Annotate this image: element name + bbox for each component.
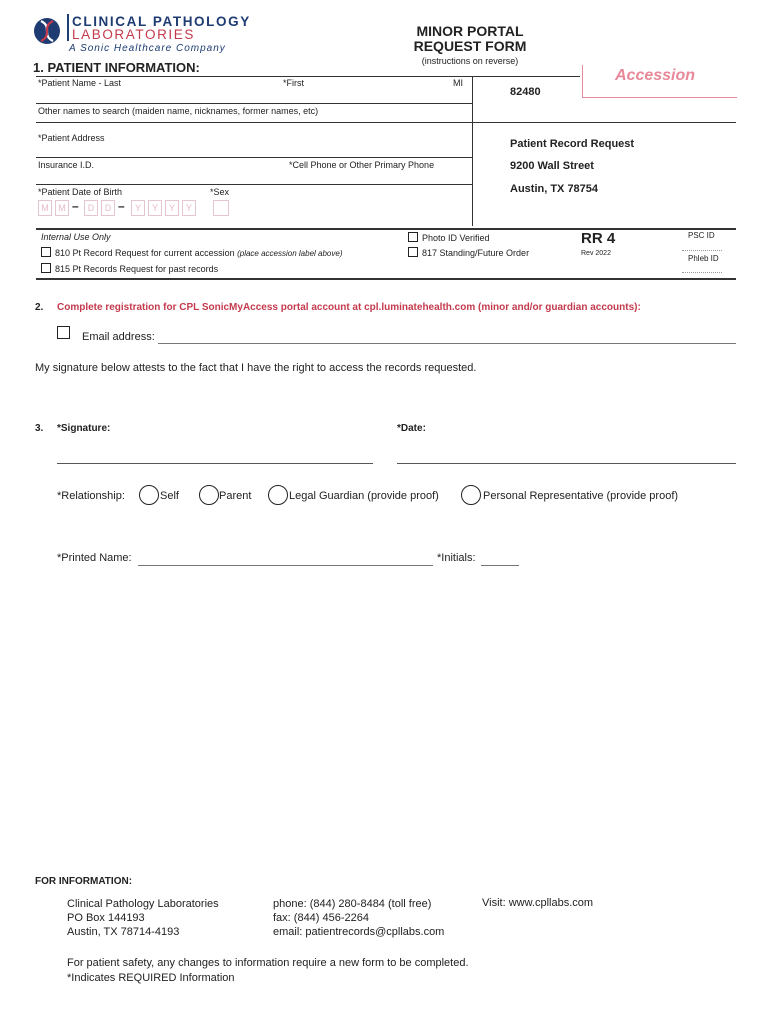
label-insurance-id: Insurance I.D. <box>38 160 95 170</box>
footer-website[interactable]: Visit: www.cpllabs.com <box>482 897 594 909</box>
label-printed-name: *Printed Name: <box>57 552 132 564</box>
phleb-id-field[interactable] <box>682 272 722 273</box>
initials-field[interactable] <box>481 565 519 566</box>
label-relationship: *Relationship: <box>57 490 125 502</box>
footer-fax: fax: (844) 456-2264 <box>273 912 370 924</box>
other-names-field[interactable] <box>36 122 736 123</box>
accession-box-left <box>582 65 583 97</box>
radio-personal-representative[interactable] <box>461 485 481 505</box>
label-photo-id: Photo ID Verified <box>422 233 490 243</box>
logo-tagline: A Sonic Healthcare Company <box>69 43 226 54</box>
right-panel-line2: 9200 Wall Street <box>510 160 594 172</box>
footer-note-safety: For patient safety, any changes to information require a new form to be completed. <box>67 957 469 969</box>
section3-number: 3. <box>35 423 44 434</box>
form-title-line2: REQUEST FORM <box>413 38 527 54</box>
accession-box-bottom <box>582 97 737 98</box>
rr-code: RR 4 <box>581 230 616 247</box>
dob-year-2[interactable]: Y <box>148 200 162 216</box>
internal-use-title: Internal Use Only <box>41 232 111 242</box>
option-personal-representative: Personal Representative (provide proof) <box>483 490 679 502</box>
dob-separator-1: – <box>72 199 79 213</box>
label-email-address: Email address: <box>82 331 155 343</box>
label-patient-first-name: *First <box>283 78 304 88</box>
dna-helix-icon <box>32 16 62 46</box>
option-parent: Parent <box>219 490 252 502</box>
footer-address <box>67 897 219 939</box>
label-date: *Date: <box>397 423 426 434</box>
dob-day-1[interactable]: D <box>84 200 98 216</box>
printed-name-field[interactable] <box>138 565 433 566</box>
section1-heading: 1. PATIENT INFORMATION: <box>33 60 200 75</box>
right-panel-divider <box>472 76 473 226</box>
dob-month-1[interactable]: M <box>38 200 52 216</box>
label-patient-last-name: *Patient Name - Last <box>38 78 122 88</box>
patient-name-field[interactable] <box>36 76 580 77</box>
checkbox-photo-id[interactable] <box>408 232 418 242</box>
date-field[interactable] <box>397 463 736 464</box>
form-title <box>380 24 560 54</box>
section2-heading: Complete registration for CPL SonicMyAccess portal account at cpl.luminatehealth.com (minor and/or guardian accounts): <box>57 302 641 313</box>
form-subtitle: (instructions on reverse) <box>421 56 519 66</box>
internal-item-817[interactable] <box>408 247 529 258</box>
label-patient-address: *Patient Address <box>38 133 105 143</box>
footer-phone: phone: (844) 280-8484 (toll free) <box>273 898 432 910</box>
right-panel-line1: Patient Record Request <box>510 138 635 150</box>
radio-self[interactable] <box>139 485 159 505</box>
footer-email[interactable]: email: patientrecords@cpllabs.com <box>273 926 445 938</box>
footer-address-line3: Austin, TX 78714-4193 <box>67 926 180 938</box>
label-cell-phone: *Cell Phone or Other Primary Phone <box>289 160 435 170</box>
right-panel-line3: Austin, TX 78754 <box>510 183 599 195</box>
dob-year-3[interactable]: Y <box>165 200 179 216</box>
footer-address-line2: PO Box 144193 <box>67 912 145 924</box>
dob-day-2[interactable]: D <box>101 200 115 216</box>
label-817: 817 Standing/Future Order <box>422 248 530 258</box>
internal-item-photo-id[interactable] <box>408 232 490 243</box>
option-legal-guardian: Legal Guardian (provide proof) <box>289 490 439 502</box>
internal-item-810[interactable] <box>41 247 343 258</box>
dob-year-1[interactable]: Y <box>131 200 145 216</box>
section2-number: 2. <box>35 302 44 313</box>
internal-item-815[interactable] <box>41 263 218 274</box>
form-title-line1: MINOR PORTAL <box>416 23 524 39</box>
radio-parent[interactable] <box>199 485 219 505</box>
dob-year-4[interactable]: Y <box>182 200 196 216</box>
checkbox-817[interactable] <box>408 247 418 257</box>
email-address-field[interactable] <box>158 343 736 344</box>
email-checkbox[interactable] <box>57 326 70 339</box>
insurance-phone-field[interactable] <box>36 184 472 185</box>
footer-address-line1: Clinical Pathology Laboratories <box>67 898 219 910</box>
label-810: 810 Pt Record Request for current accession <box>55 248 238 258</box>
logo-line1: CLINICAL PATHOLOGY <box>72 14 251 29</box>
footer-heading: FOR INFORMATION: <box>35 876 133 887</box>
patient-address-field[interactable] <box>36 157 472 158</box>
label-other-names: Other names to search (maiden name, nicknames, former names, etc) <box>38 106 319 116</box>
signature-field[interactable] <box>57 463 373 464</box>
psc-id-field[interactable] <box>682 250 722 251</box>
dob-month-2[interactable]: M <box>55 200 69 216</box>
label-810-note: (place accession label above) <box>237 249 343 258</box>
label-patient-mi: MI <box>453 78 463 88</box>
company-logo <box>32 14 272 56</box>
label-initials: *Initials: <box>437 552 476 564</box>
label-815: 815 Pt Records Request for past records <box>55 264 219 274</box>
footer-note-required: *Indicates REQUIRED Information <box>67 972 235 984</box>
radio-legal-guardian[interactable] <box>268 485 288 505</box>
dob-separator-2: – <box>118 199 125 213</box>
footer-contact <box>273 897 444 939</box>
accession-label: Accession <box>615 67 696 84</box>
option-self: Self <box>160 490 179 502</box>
sex-field[interactable] <box>213 200 229 216</box>
patient-name-underline <box>36 103 472 104</box>
internal-box-top <box>36 228 736 230</box>
attestation-text: My signature below attests to the fact that I have the right to access the records requested. <box>35 362 477 374</box>
phleb-id-label: Phleb ID <box>688 254 719 263</box>
logo-line2: LABORATORIES <box>72 27 195 42</box>
internal-box-bottom <box>36 278 736 280</box>
label-date-of-birth: *Patient Date of Birth <box>38 187 123 197</box>
label-signature: *Signature: <box>57 423 111 434</box>
checkbox-815[interactable] <box>41 263 51 273</box>
checkbox-810[interactable] <box>41 247 51 257</box>
request-code: 82480 <box>510 86 541 98</box>
rev-year: Rev 2022 <box>581 250 611 257</box>
psc-id-label: PSC ID <box>688 231 715 240</box>
label-sex: *Sex <box>210 187 230 197</box>
